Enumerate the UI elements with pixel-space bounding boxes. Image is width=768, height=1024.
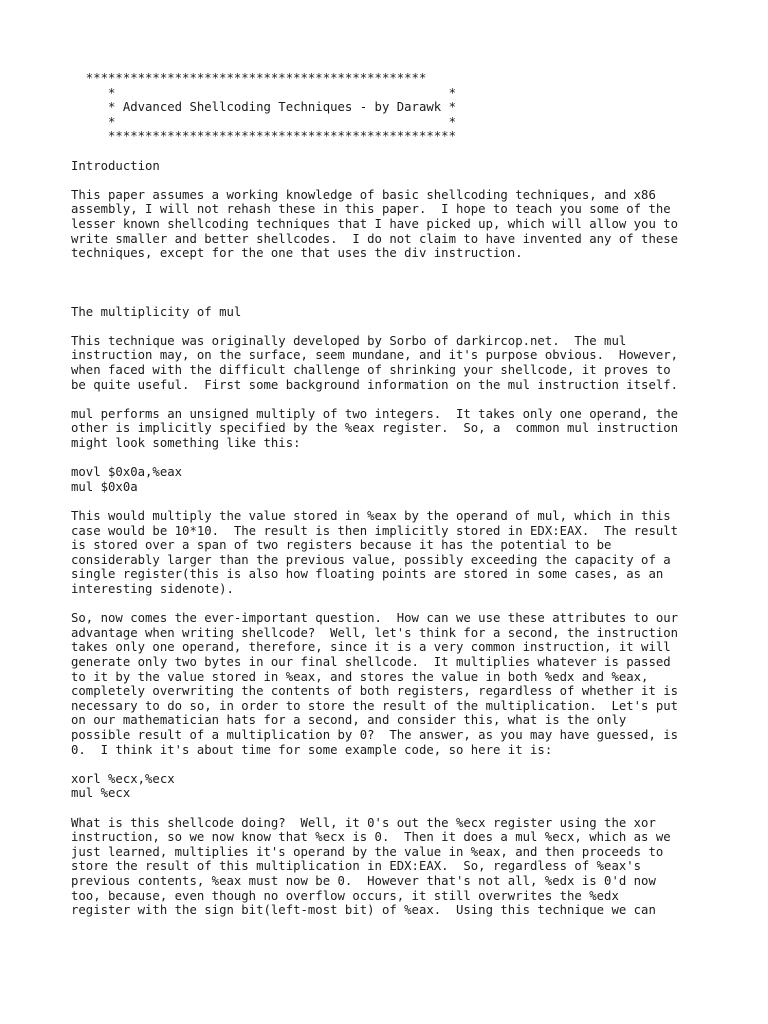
text-line: single register(this is also how floating points are stored in some cases, as an: [71, 567, 664, 582]
text-line: register with the sign bit(left-most bit) of %eax. Using this technique we can: [71, 903, 656, 918]
text-line: instruction, so we now know that %ecx is 0. Then it does a mul %ecx, which as we: [71, 830, 671, 845]
text-line: techniques, except for the one that uses the div instruction.: [71, 246, 523, 261]
text-line: to it by the value stored in %eax, and stores the value in both %edx and %eax,: [71, 669, 649, 684]
text-line: other is implicitly specified by the %eax register. So, a common mul instruction: [71, 421, 679, 436]
text-line: So, now comes the ever-important question. How can we use these attributes to our: [71, 611, 679, 626]
banner-title: * Advanced Shellcoding Techniques - by Darawk *: [71, 100, 456, 115]
text-line: What is this shellcode doing? Well, it 0's out the %ecx register using the xor: [71, 815, 656, 830]
text-line: previous contents, %eax must now be 0. However that's not all, %edx is 0'd now: [71, 874, 656, 888]
text-line: case would be 10*10. The result is then implicitly stored in EDX:EAX. The result: [71, 523, 679, 538]
code-line: mul %ecx: [71, 786, 131, 801]
text-line: instruction may, on the surface, seem mundane, and it's purpose obvious. However,: [71, 348, 679, 363]
section-heading-introduction: Introduction: [71, 158, 160, 173]
text-line: too, because, even though no overflow occurs, it still overwrites the %edx: [71, 888, 619, 903]
banner-side-border: * *: [71, 85, 456, 100]
text-line: considerably larger than the previous value, possibly exceeding the capacity of a: [71, 552, 671, 567]
section-heading-mul: The multiplicity of mul: [71, 304, 242, 319]
text-line: necessary to do so, in order to store the result of the multiplication. Let's put: [71, 698, 679, 713]
text-line: on our mathematician hats for a second, and consider this, what is the only: [71, 713, 627, 728]
text-line: generate only two bytes in our final shellcode. It multiplies whatever is passed: [71, 655, 671, 669]
text-line: This would multiply the value stored in %eax by the operand of mul, which in this: [71, 509, 671, 523]
banner-top-border: **********************************************: [71, 71, 427, 85]
text-line: store the result of this multiplication in EDX:EAX. So, regardless of %eax's: [71, 859, 642, 874]
text-line: be quite useful. First some background information on the mul instruction itself.: [71, 377, 679, 392]
banner-side-border: * *: [71, 114, 456, 129]
text-line: interesting sidenote).: [71, 582, 234, 596]
text-line: might look something like this:: [71, 436, 301, 450]
text-line: write smaller and better shellcodes. I do not claim to have invented any of these: [71, 231, 679, 246]
text-line: when faced with the difficult challenge of shrinking your shellcode, it proves to: [71, 363, 671, 377]
banner-bottom-border: ***********************************************: [71, 129, 456, 144]
text-line: just learned, multiplies it's operand by the value in %eax, and then proceeds to: [71, 844, 664, 859]
text-line: is stored over a span of two registers because it has the potential to be: [71, 538, 612, 553]
text-line: advantage when writing shellcode? Well, let's think for a second, the instruction: [71, 625, 679, 640]
text-line: This paper assumes a working knowledge of basic shellcoding techniques, and x86: [71, 187, 656, 202]
text-line: This technique was originally developed by Sorbo of darkircop.net. The mul: [71, 333, 627, 348]
code-line: movl $0x0a,%eax: [71, 465, 183, 480]
code-line: mul $0x0a: [71, 479, 138, 494]
text-line: lesser known shellcoding techniques that I have picked up, which will allow you to: [71, 217, 679, 231]
text-line: possible result of a multiplication by 0? The answer, as you may have guessed, is: [71, 728, 679, 742]
text-line: assembly, I will not rehash these in this paper. I hope to teach you some of the: [71, 202, 671, 217]
text-line: mul performs an unsigned multiply of two integers. It takes only one operand, the: [71, 406, 679, 421]
code-line: xorl %ecx,%ecx: [71, 771, 175, 786]
text-line: takes only one operand, therefore, since it is a very common instruction, it will: [71, 640, 671, 655]
text-line: completely overwriting the contents of both registers, regardless of whether it is: [71, 684, 679, 699]
text-line: 0. I think it's about time for some example code, so here it is:: [71, 742, 553, 757]
